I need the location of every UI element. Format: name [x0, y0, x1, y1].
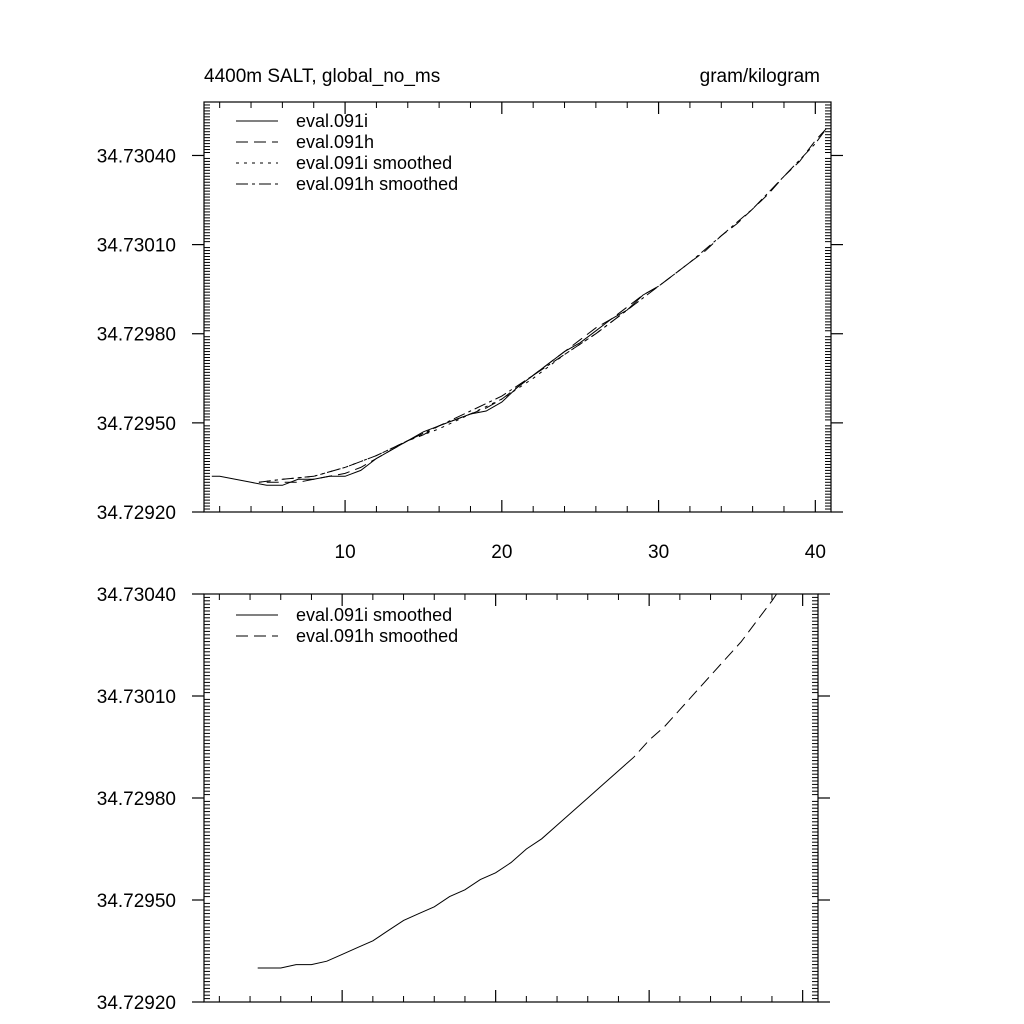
- legend-label: eval.091h smoothed: [296, 174, 459, 194]
- y-tick-label: 34.73010: [96, 235, 176, 257]
- series-line-eval-091h-smoothed: [626, 594, 777, 764]
- y-tick-label: 34.72950: [96, 413, 176, 435]
- series-line-eval-091i: [212, 286, 659, 485]
- y-tick-label: 34.72950: [96, 891, 176, 912]
- y-tick-label: 34.73040: [96, 146, 176, 168]
- legend-label: eval.091i smoothed: [296, 605, 453, 625]
- legend-label: eval.091i: [296, 111, 369, 131]
- legend-label: eval.091h: [296, 132, 375, 152]
- plot-frame: [204, 594, 818, 1002]
- legend-label: eval.091h smoothed: [296, 626, 459, 646]
- chart-title: 4400m SALT, global_no_ms: [204, 66, 441, 87]
- x-tick-label: 40: [804, 542, 826, 563]
- units-label: gram/kilogram: [699, 66, 820, 87]
- top-panel: [97, 66, 843, 563]
- series-line-eval-091i-smoothed: [259, 298, 643, 482]
- series-line-eval-091i-smoothed: [258, 764, 626, 968]
- y-tick-label: 34.72920: [96, 993, 176, 1014]
- bottom-panel: [97, 585, 830, 1014]
- x-tick-label: 30: [648, 542, 670, 563]
- y-tick-label: 34.72920: [96, 503, 176, 524]
- y-tick-label: 34.72980: [96, 324, 176, 346]
- y-tick-label: 34.72980: [96, 789, 176, 810]
- x-tick-label: 20: [491, 542, 513, 563]
- y-tick-label: 34.73010: [96, 687, 176, 708]
- x-tick-label: 10: [334, 542, 356, 563]
- y-tick-label: 34.73040: [96, 585, 176, 606]
- legend-label: eval.091i smoothed: [296, 153, 453, 173]
